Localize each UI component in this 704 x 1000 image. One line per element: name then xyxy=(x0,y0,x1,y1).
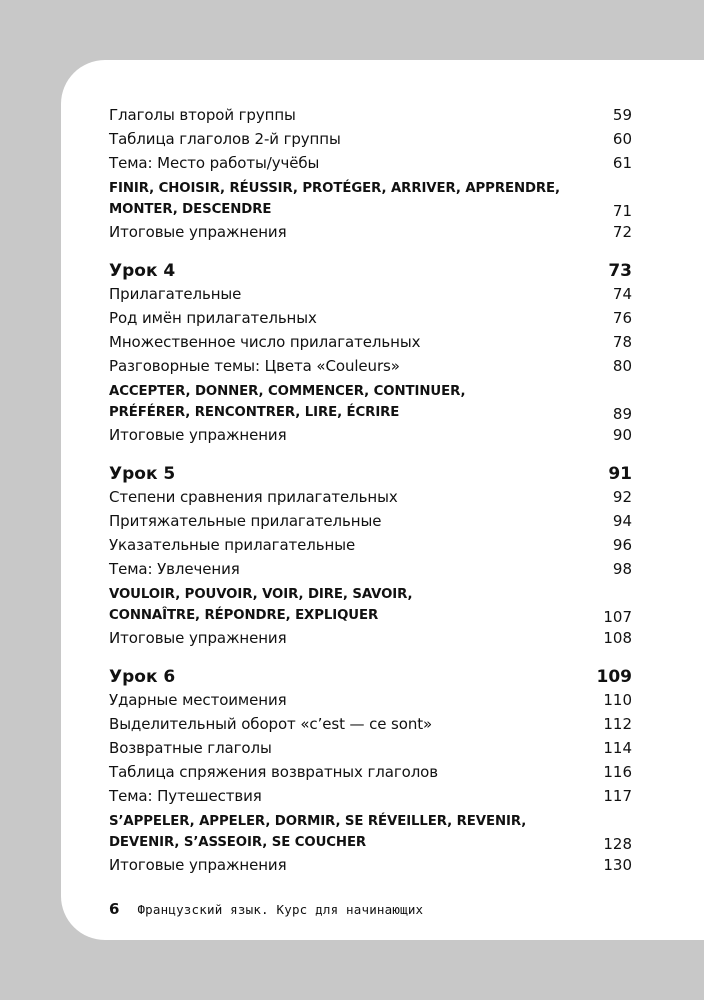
entry-page-number: 107 xyxy=(603,608,632,626)
toc-entry xyxy=(109,283,632,307)
entry-page-number: 71 xyxy=(612,202,632,220)
entry-title: Выделительный оборот «c’est — ce sont» xyxy=(109,715,433,733)
entry-page-number: 90 xyxy=(612,426,632,444)
entry-title: Таблица спряжения возвратных глаголов xyxy=(109,763,439,781)
entry-title: Притяжательные прилагательные xyxy=(109,512,382,530)
table-of-contents xyxy=(109,104,632,878)
entry-page-number: 80 xyxy=(612,357,632,375)
book-page xyxy=(61,60,704,940)
verbs-line-2: DEVENIR, S’ASSEOIR, SE COUCHER xyxy=(109,835,367,850)
toc-entry xyxy=(109,534,632,558)
entry-page-number: 59 xyxy=(612,106,632,124)
entry-title: Глаголы второй группы xyxy=(109,106,296,124)
verbs-line-1: S’APPELER, APPELER, DORMIR, SE RÉVEILLER, REVENIR, xyxy=(109,814,527,829)
entry-title: Тема: Место работы/учёбы xyxy=(109,154,320,172)
toc-entry xyxy=(109,627,632,651)
entry-title: Указательные прилагательные xyxy=(109,536,356,554)
toc-entry xyxy=(109,152,632,176)
verbs-line-2: PRÉFÉRER, RENCONTRER, LIRE, ÉCRIRE xyxy=(109,405,400,420)
entry-title: Возвратные глаголы xyxy=(109,739,272,757)
verbs-line-2: CONNAÎTRE, RÉPONDRE, EXPLIQUER xyxy=(109,608,379,623)
toc-entry xyxy=(109,221,632,245)
toc-entry xyxy=(109,424,632,448)
entry-page-number: 92 xyxy=(612,488,632,506)
toc-entry xyxy=(109,510,632,534)
toc-verbs-entry xyxy=(109,809,632,854)
entry-page-number: 128 xyxy=(603,835,632,853)
entry-page-number: 89 xyxy=(612,405,632,423)
entry-title: Разговорные темы: Цвета «Couleurs» xyxy=(109,357,400,375)
toc-entry xyxy=(109,486,632,510)
entry-page-number: 60 xyxy=(612,130,632,148)
verbs-line-1: VOULOIR, POUVOIR, VOIR, DIRE, SAVOIR, xyxy=(109,587,413,602)
entry-title: Итоговые упражнения xyxy=(109,223,287,241)
entry-page-number: 61 xyxy=(612,154,632,172)
entry-title: Тема: Путешествия xyxy=(109,787,262,805)
entry-title: Итоговые упражнения xyxy=(109,426,287,444)
entry-title: Степени сравнения прилагательных xyxy=(109,488,398,506)
verbs-line-1: FINIR, CHOISIR, RÉUSSIR, PROTÉGER, ARRIVER, APPRENDRE, xyxy=(109,181,560,196)
entry-title: Множественное число прилагательных xyxy=(109,333,421,351)
entry-page-number: 98 xyxy=(612,560,632,578)
lesson-title: Урок 6 xyxy=(109,667,176,687)
entry-title: Итоговые упражнения xyxy=(109,856,287,874)
toc-lesson-heading xyxy=(109,665,632,689)
entry-page-number: 74 xyxy=(612,285,632,303)
verbs-line-1: ACCEPTER, DONNER, COMMENCER, CONTINUER, xyxy=(109,384,466,399)
entry-title: Таблица глаголов 2-й группы xyxy=(109,130,341,148)
toc-entry xyxy=(109,689,632,713)
toc-entry xyxy=(109,737,632,761)
toc-verbs-entry xyxy=(109,176,632,221)
toc-entry xyxy=(109,331,632,355)
entry-title: Ударные местоимения xyxy=(109,691,287,709)
toc-entry xyxy=(109,355,632,379)
entry-title: Прилагательные xyxy=(109,285,242,303)
entry-title: Итоговые упражнения xyxy=(109,629,287,647)
toc-entry xyxy=(109,558,632,582)
toc-entry xyxy=(109,104,632,128)
lesson-page-number: 91 xyxy=(608,464,632,484)
lesson-page-number: 109 xyxy=(596,667,632,687)
lesson-title: Урок 4 xyxy=(109,261,176,281)
lesson-title: Урок 5 xyxy=(109,464,176,484)
entry-page-number: 94 xyxy=(612,512,632,530)
entry-page-number: 110 xyxy=(603,691,632,709)
entry-title: Тема: Увлечения xyxy=(109,560,240,578)
page-footer xyxy=(109,900,423,918)
entry-page-number: 114 xyxy=(603,739,632,757)
entry-page-number: 117 xyxy=(603,787,632,805)
toc-entry xyxy=(109,785,632,809)
toc-entry xyxy=(109,713,632,737)
toc-entry xyxy=(109,761,632,785)
entry-page-number: 108 xyxy=(603,629,632,647)
entry-page-number: 116 xyxy=(603,763,632,781)
entry-page-number: 96 xyxy=(612,536,632,554)
entry-title: Род имён прилагательных xyxy=(109,309,317,327)
entry-page-number: 78 xyxy=(612,333,632,351)
toc-verbs-entry xyxy=(109,582,632,627)
toc-lesson-heading xyxy=(109,462,632,486)
verbs-line-2: MONTER, DESCENDRE xyxy=(109,202,272,217)
toc-entry xyxy=(109,128,632,152)
toc-entry xyxy=(109,854,632,878)
entry-page-number: 112 xyxy=(603,715,632,733)
footer-page-number: 6 xyxy=(109,900,120,918)
toc-lesson-heading xyxy=(109,259,632,283)
toc-verbs-entry xyxy=(109,379,632,424)
toc-entry xyxy=(109,307,632,331)
entry-page-number: 76 xyxy=(612,309,632,327)
lesson-page-number: 73 xyxy=(608,261,632,281)
footer-book-title: Французский язык. Курс для начинающих xyxy=(137,902,424,917)
entry-page-number: 72 xyxy=(612,223,632,241)
entry-page-number: 130 xyxy=(603,856,632,874)
